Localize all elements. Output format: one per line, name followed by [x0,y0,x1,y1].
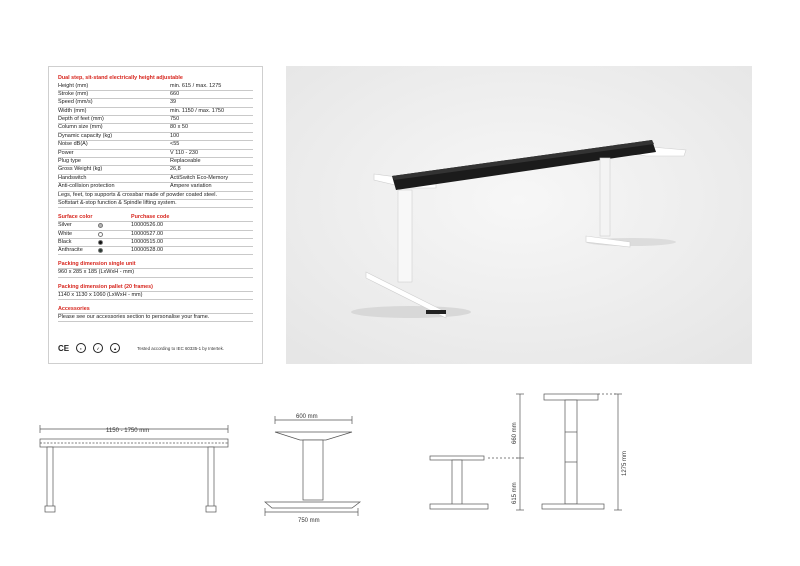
spec-row [58,91,253,99]
spec-row [58,158,253,166]
tested-text: Tested according to IEC 60335-1 by Intertek. [137,345,225,351]
spec-row [58,175,253,183]
ul-mark-icon: ▲ [110,343,120,353]
spec-key: Plug type [58,158,81,165]
spec-key: Speed (mm/s) [58,99,93,106]
spec-note: Legs, feet, top supports & crossbar made of powder coated steel. [58,192,253,200]
spec-key: Power [58,149,74,156]
spec-value: min. 615 / max. 1275 [170,82,222,89]
spec-table [58,83,253,209]
color-row [58,239,253,247]
accessories-title: Accessories [58,306,253,314]
silver-swatch [98,223,103,228]
anthracite-swatch [98,248,103,253]
spec-value: 26,8 [170,166,181,173]
spec-value: 80 x 50 [170,124,189,131]
spec-key: Dynamic capacity (kg) [58,132,113,139]
spec-row [58,99,253,107]
spec-value: 100 [170,132,180,139]
spec-row [58,141,253,149]
surface-color-heading: Surface color [58,214,93,221]
technical-drawings [0,380,800,566]
color-name: Black [58,238,72,245]
spec-key: Column size (mm) [58,124,103,131]
spec-row [58,133,253,141]
accessories-value: Please see our accessories section to personalise your frame. [58,314,253,322]
spec-key: Anti-collision protection [58,183,115,190]
packing-pallet-value: 1140 x 1130 x 1060 (LxWxH - mm) [58,292,253,300]
white-swatch [98,232,103,237]
spec-note: Softstart &-stop function & Spindle lifting system. [58,200,253,208]
spec-value: 39 [170,99,177,106]
spec-title: Dual step, sit-stand electrically height adjustable [58,75,183,81]
min-height-dimension-label: 615 mm [512,482,518,504]
color-code: 10000526.00 [131,222,164,229]
packing-pallet-title: Packing dimension pallet (20 frames) [58,284,253,292]
spec-value: 660 [170,90,180,97]
color-name: Anthracite [58,246,83,253]
spec-key: Noise dB(A) [58,141,88,148]
spec-value: Replaceable [170,158,201,165]
color-row [58,231,253,239]
color-table-header [58,214,253,222]
spec-value: Ampere variation [170,183,212,190]
packing-single-value: 960 x 285 x 185 (LxWxH - mm) [58,269,253,277]
spec-panel [48,66,263,364]
spec-row [58,108,253,116]
spec-value: <55 [170,141,180,148]
ce-mark-icon: CE [58,343,70,353]
spec-row [58,124,253,132]
spec-value: min. 1150 / max. 1750 [170,107,225,114]
spec-row [58,166,253,174]
spec-value: 750 [170,116,180,123]
stroke-dimension-label: 660 mm [512,422,518,444]
spec-value: ActiSwitch Eco-Memory [170,174,229,181]
front-view-drawing [40,425,228,512]
color-name: White [58,230,73,237]
color-row [58,222,253,230]
certification-row [58,343,224,353]
rcm-mark-icon: ✓ [93,343,103,353]
color-code: 10000527.00 [131,230,164,237]
packing-single-title: Packing dimension single unit [58,261,253,269]
desk-frame-image [286,66,752,364]
side-view-drawing [265,416,360,516]
spec-key: Stroke (mm) [58,90,89,97]
color-name: Silver [58,222,72,229]
spec-row [58,116,253,124]
color-code: 10000515.00 [131,238,164,245]
color-row [58,247,253,255]
spec-key: Handswitch [58,174,87,181]
feet-depth-dimension-label: 750 mm [298,518,320,524]
black-swatch [98,240,103,245]
purchase-code-heading: Purchase code [131,214,170,221]
spec-row [58,183,253,191]
spec-row [58,83,253,91]
spec-key: Depth of feet (mm) [58,116,104,123]
spec-row [58,150,253,158]
color-code: 10000528.00 [131,246,164,253]
spec-key: Width (mm) [58,107,87,114]
height-view-drawing [430,394,622,510]
spec-key: Height (mm) [58,82,89,89]
product-photo [286,66,752,364]
width-dimension-label: 1150 - 1750 mm [106,428,150,434]
max-height-dimension-label: 1275 mm [622,450,628,476]
etl-mark-icon: ◐ [76,343,86,353]
spec-key: Gross Weight (kg) [58,166,103,173]
top-support-dimension-label: 600 mm [296,414,318,420]
spec-value: V 110 - 230 [170,149,199,156]
